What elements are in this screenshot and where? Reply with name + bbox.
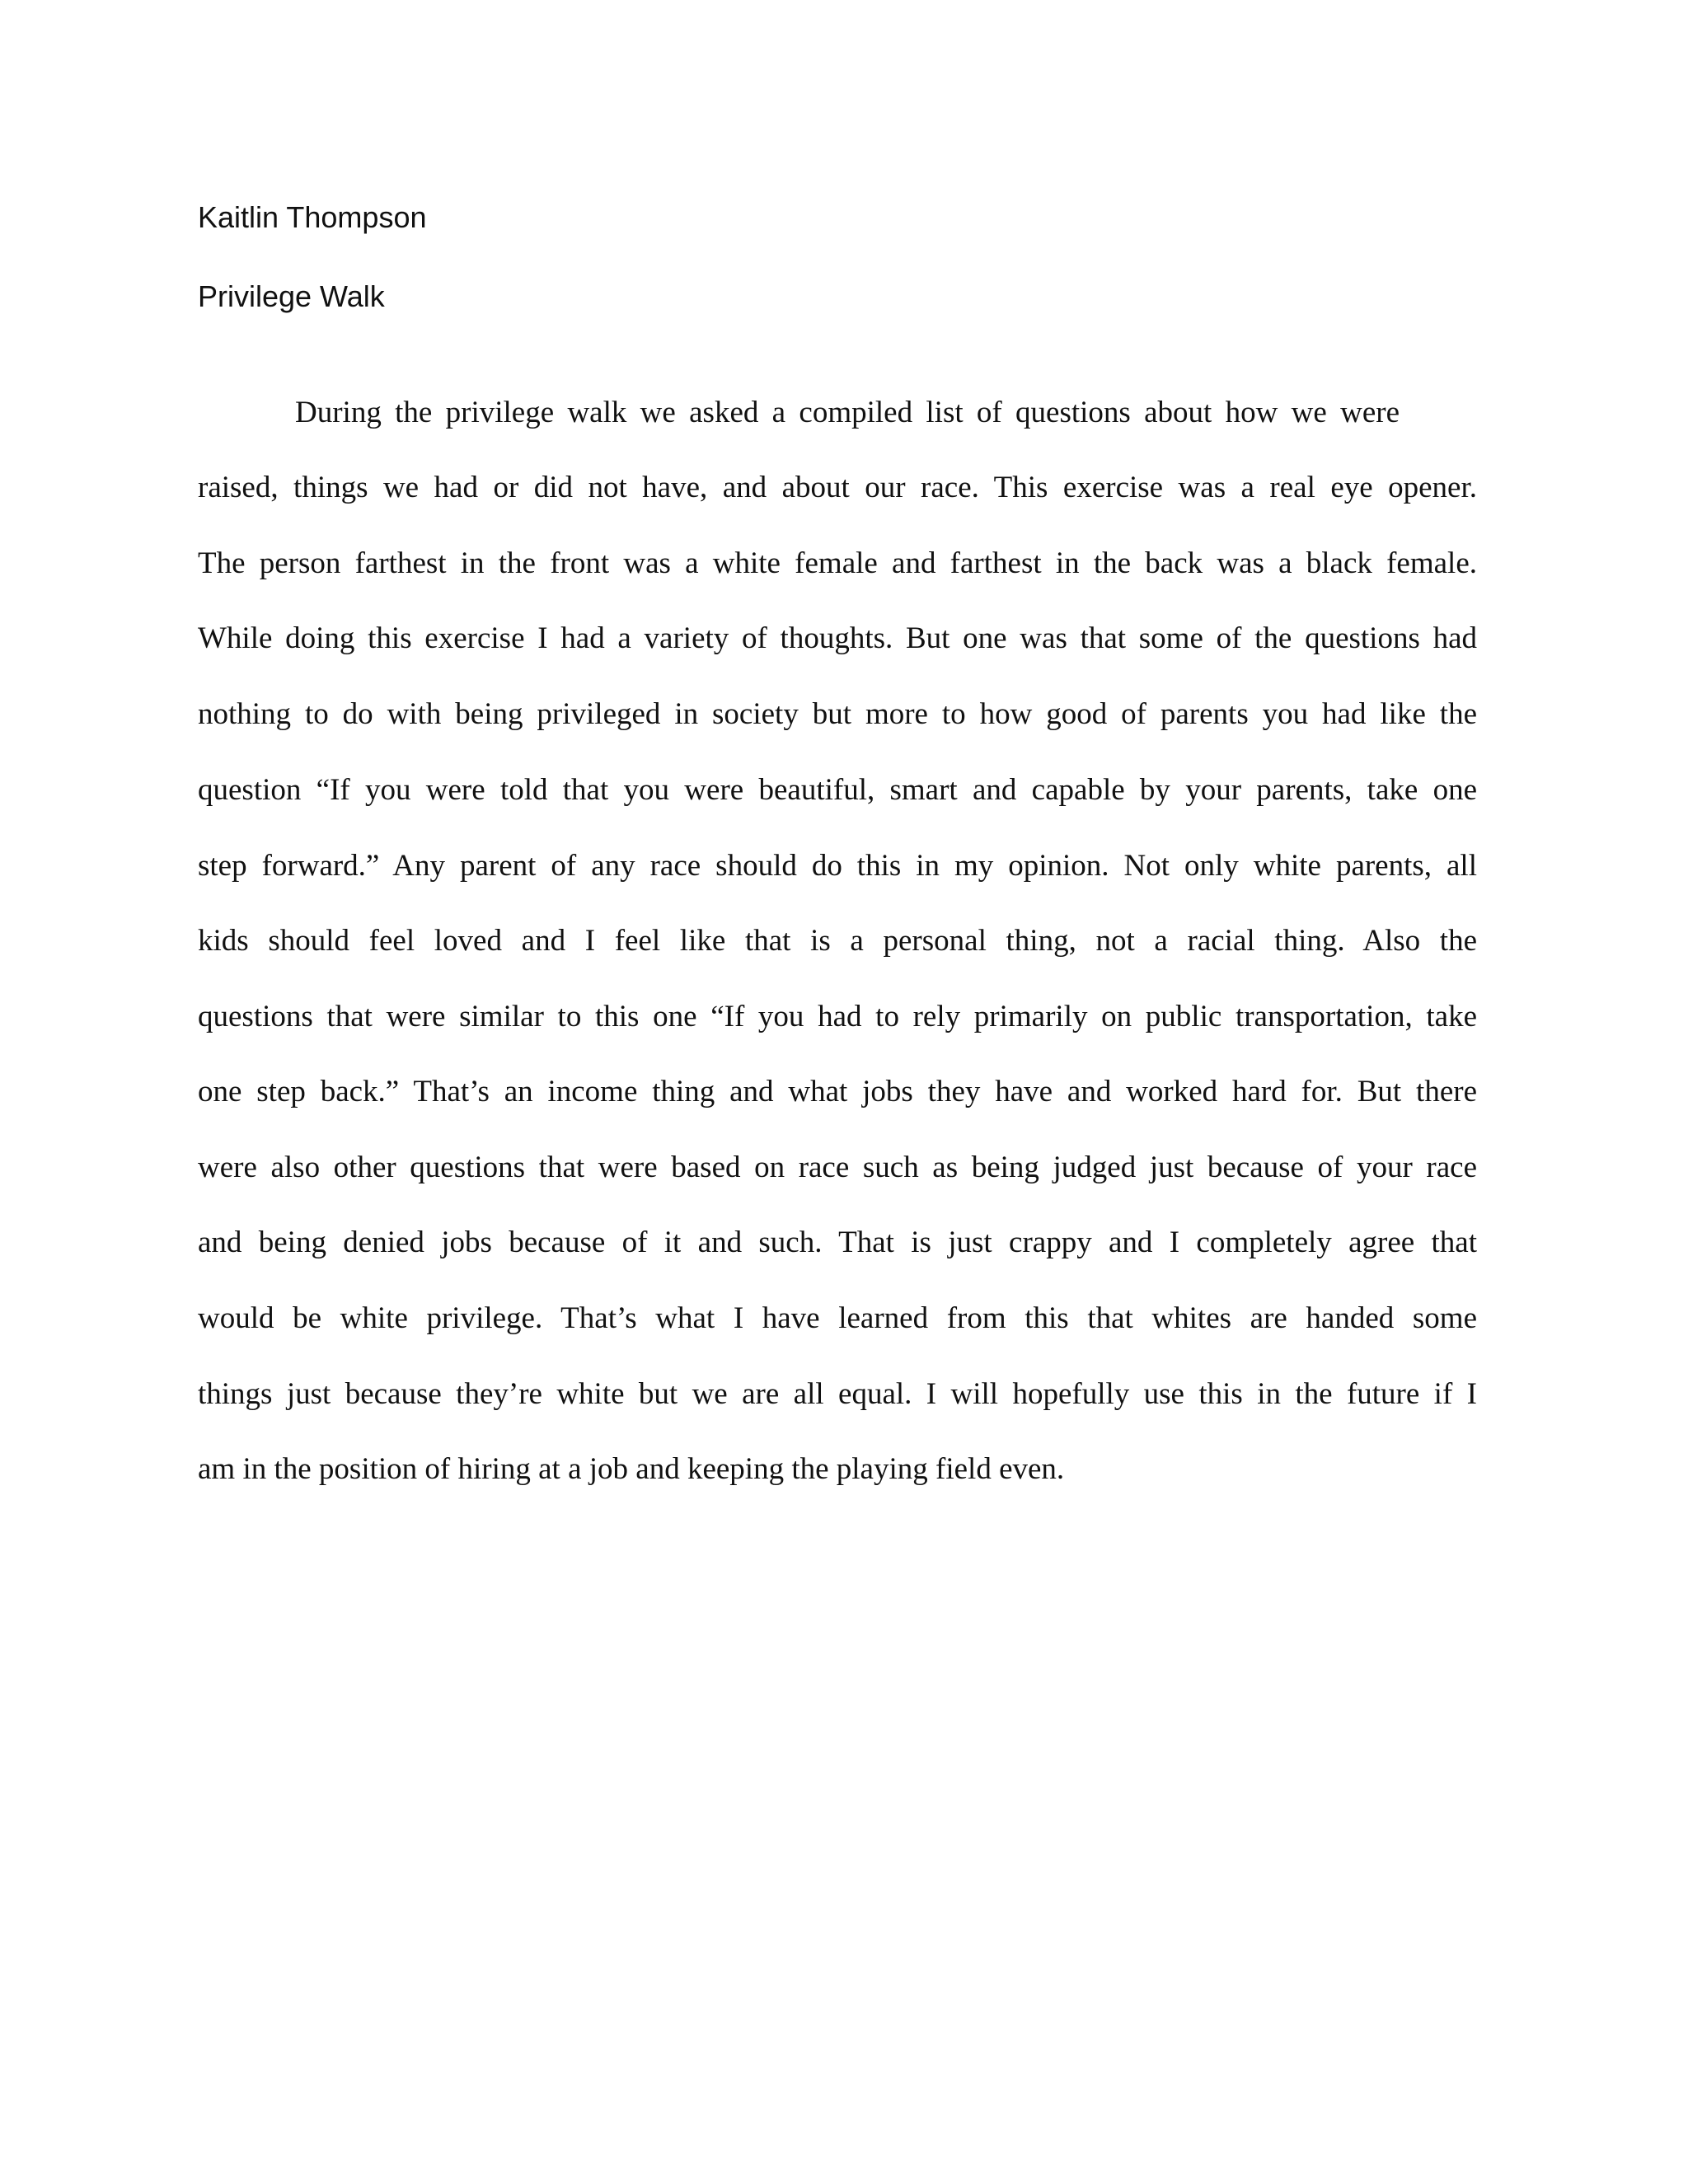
- paragraph-line: would be white privilege. That’s what I have learned from this that whites are handed some: [198, 1301, 1477, 1335]
- paragraph-line: nothing to do with being privileged in society but more to how good of parents you had like the: [198, 697, 1477, 731]
- paragraph-line: were also other questions that were based on race such as being judged just because of your race: [198, 1151, 1477, 1184]
- paragraph-line: During the privilege walk we asked a compiled list of questions about how we were: [295, 396, 1400, 429]
- paragraph-line: am in the position of hiring at a job and keeping the playing field even.: [198, 1452, 1065, 1486]
- paragraph-line: and being denied jobs because of it and such. That is just crappy and I completely agree that: [198, 1226, 1477, 1259]
- paragraph-line: things just because they’re white but we are all equal. I will hopefully use this in the future if I: [198, 1377, 1477, 1411]
- paragraph-line: one step back.” That’s an income thing and what jobs they have and worked hard for. But there: [198, 1075, 1477, 1108]
- author-name: Kaitlin Thompson: [198, 200, 427, 234]
- paragraph-line: raised, things we had or did not have, and about our race. This exercise was a real eye opener.: [198, 471, 1477, 504]
- paragraph-line: kids should feel loved and I feel like that is a personal thing, not a racial thing. Also the: [198, 924, 1477, 958]
- paragraph-line: questions that were similar to this one “If you had to rely primarily on public transportation, take: [198, 1000, 1477, 1033]
- paragraph-line: The person farthest in the front was a white female and farthest in the back was a black female.: [198, 546, 1477, 580]
- paragraph-line: While doing this exercise I had a variety of thoughts. But one was that some of the questions had: [198, 621, 1477, 655]
- document-title: Privilege Walk: [198, 279, 385, 313]
- paragraph-line: question “If you were told that you were beautiful, smart and capable by your parents, take one: [198, 773, 1477, 807]
- paragraph-line: step forward.” Any parent of any race should do this in my opinion. Not only white parents, all: [198, 849, 1477, 883]
